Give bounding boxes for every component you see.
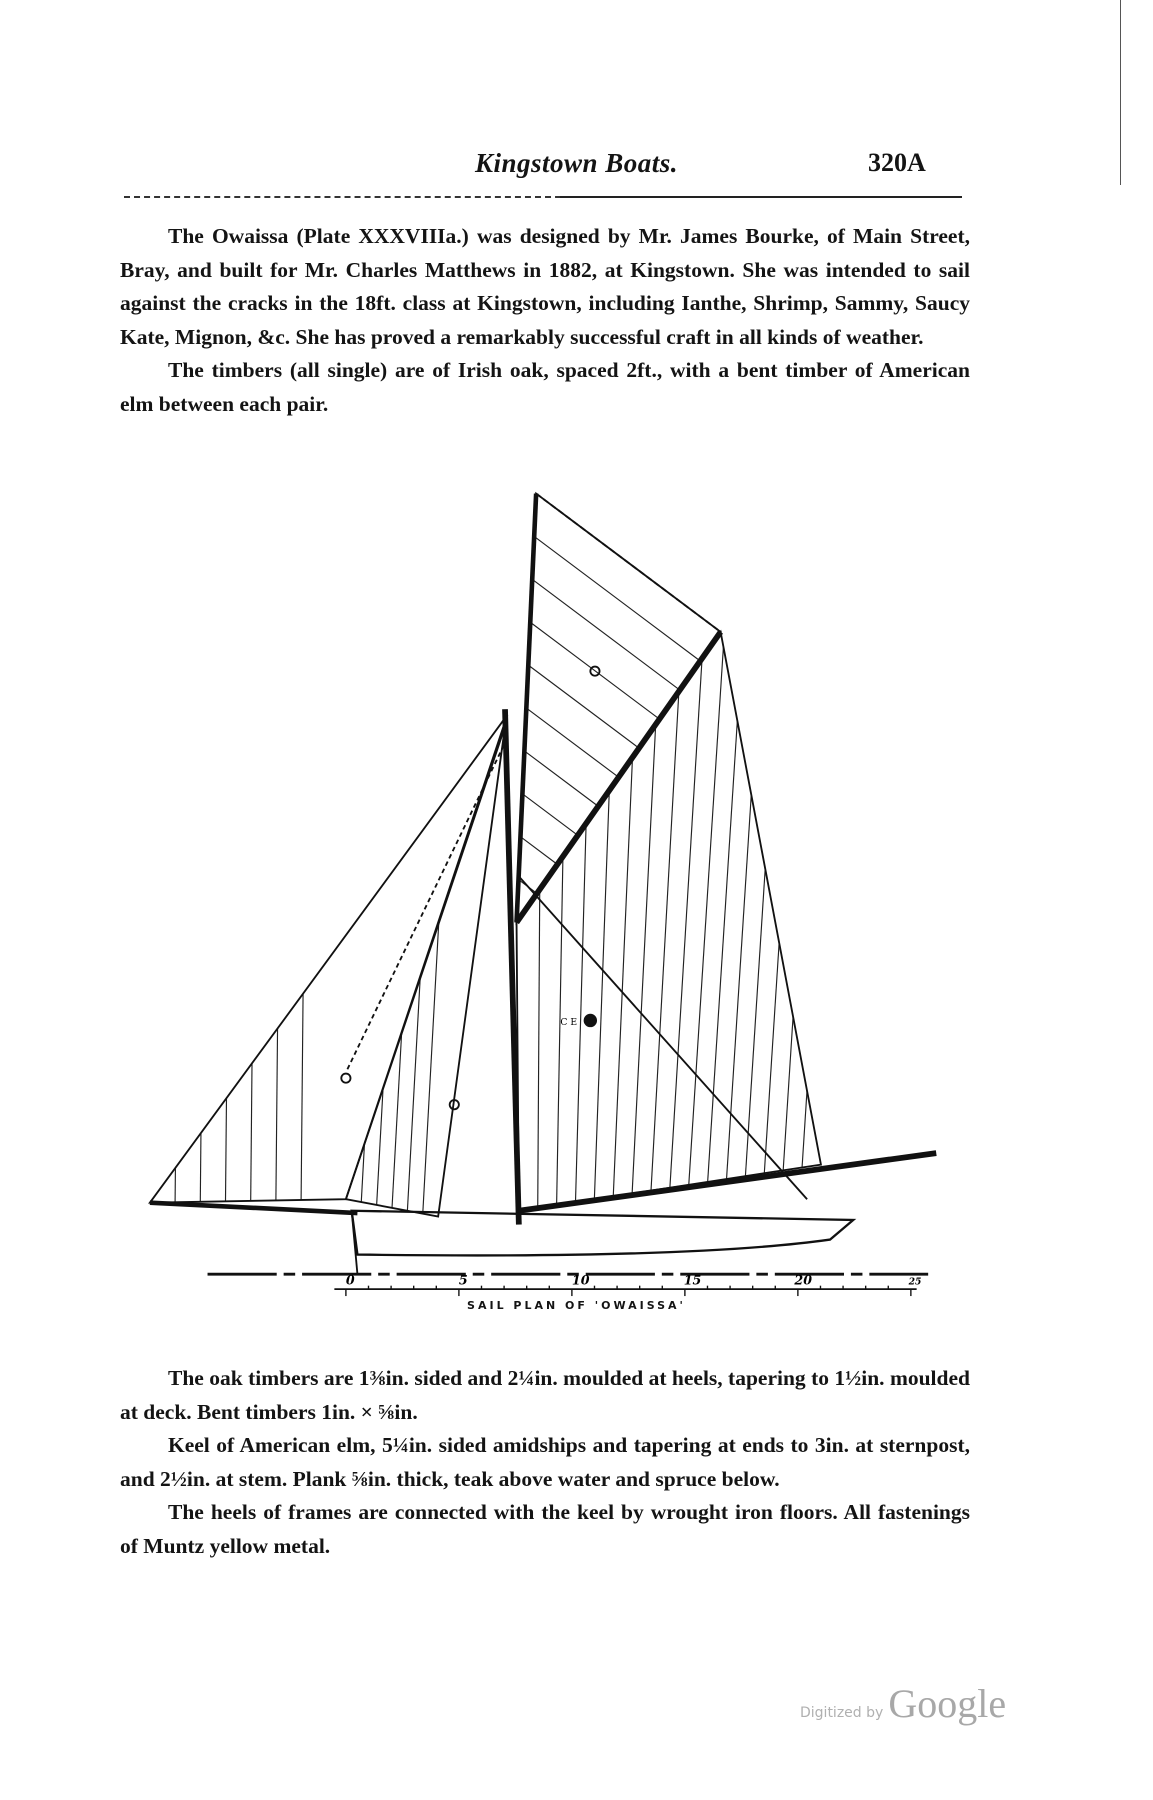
topsail-yard [517,494,537,923]
jib-cloth [276,1028,278,1200]
google-watermark [800,1680,1006,1727]
mainsail-cloth [594,790,609,1199]
mainsail-cloth [670,658,702,1187]
topsail-cloth [520,837,557,865]
centre-of-effort-mark [585,1015,597,1027]
scale-label: 10 [571,1272,590,1288]
scale-label: 25 [908,1276,922,1288]
watermark-logo: Google [888,1681,1007,1726]
centre-of-effort-label: C E [560,1017,578,1029]
hull [352,1211,854,1256]
mainsail-cloth [764,943,779,1174]
gaff [517,632,721,923]
topsail-cloth [528,665,639,748]
watermark-small: Digitized by [800,1705,884,1721]
jib-cloth [225,1098,226,1201]
paragraph: The oak timbers are 1⅜in. sided and 2¼in. moulded at heels, tapering to 1½in. moulded at deck. Bent timbers 1in. × ⅝in. [120,1366,970,1424]
scale-label: 15 [683,1272,702,1288]
bowsprit [150,1203,358,1213]
centre-of-sail-mark [341,1074,350,1083]
mainsail-cloth [632,724,656,1193]
body-text-bottom [120,1362,970,1563]
mainsail-cloth [783,1017,793,1171]
jib-cloth [200,1133,201,1202]
topsail-cloth [530,622,659,719]
jib-cloth [301,994,303,1200]
scale-label: 0 [345,1272,355,1288]
mainsail-cloth [613,757,632,1196]
mainsail-cloth [575,823,586,1202]
paragraph: The Owaissa (Plate XXXVIIIa.) was designed by Mr. James Bourke, of Main Street, Bray, and built for Mr. Charles Matthews in 1882, at Kingstown. She was intended to sail against the cracks in the 18ft. class at Kingstown, including Ianthe, Shrimp, Sammy, Saucy Kate, Mignon, &c. She has proved a remarkably successful craft in all kinds of weather. [120,224,970,349]
topsail-cloth [532,579,680,690]
paragraph: Keel of American elm, 5¼in. sided amidships and tapering at ends to 3in. at sternpost, and 2½in. at stem. Plank ⅝in. thick, teak above water and spruce below. [120,1433,970,1491]
paragraph: The heels of frames are connected with the keel by wrought iron floors. All fastenings of Muntz yellow metal. [120,1500,970,1558]
mainsail-cloth [557,856,563,1205]
topsail-cloth [522,794,577,836]
jib-cloth [251,1063,252,1201]
topsail-cloth [526,708,618,777]
mainsail-cloth [745,869,765,1176]
backstay [519,876,807,1199]
foresail [346,726,505,1216]
mainsail-cloth [727,795,752,1179]
mainsail-cloth [802,1091,807,1168]
mainsail-cloth [708,721,738,1182]
jib [150,715,507,1203]
scale-label: 5 [458,1272,468,1288]
topsail-cloth [524,751,598,806]
sail-cloths [175,536,807,1213]
page-number: 320A [868,148,926,177]
figure-caption: SAIL PLAN OF 'OWAISSA' [467,1299,686,1312]
paragraph: The timbers (all single) are of Irish oak, spaced 2ft., with a bent timber of American elm between each pair. [120,358,970,416]
mainsail-cloth [689,647,724,1185]
scale-label: 20 [794,1272,813,1288]
foresail-cloth [423,923,439,1213]
running-title: Kingstown Boats. [474,148,679,178]
mainsail-cloth [538,889,540,1207]
